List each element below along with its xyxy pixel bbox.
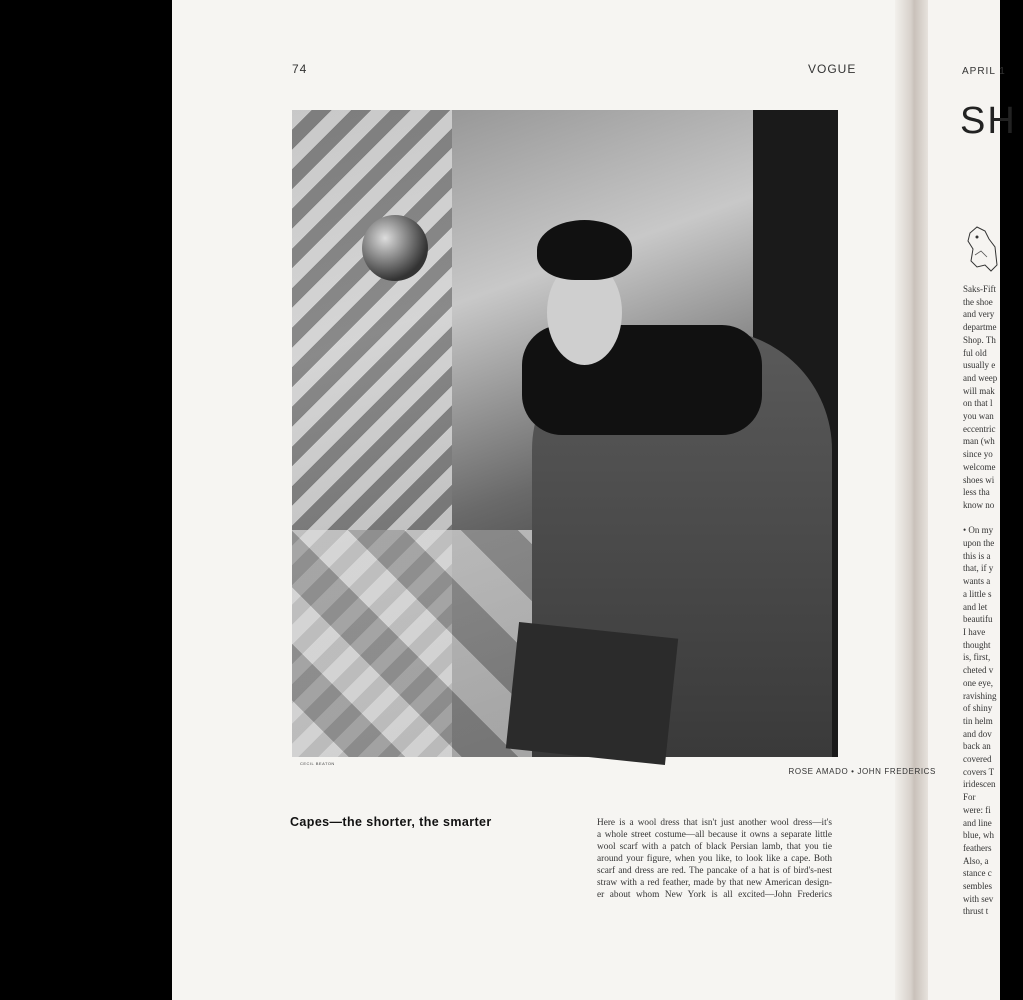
column-line: covered [963,754,992,765]
column-line: Saks-Fift [963,284,997,294]
photo-credit: CECIL BEATON [300,761,335,766]
column-line: For [963,792,976,803]
column-line: usually e [963,360,996,371]
column-line: less tha [963,487,990,498]
column-line: I have [963,626,986,637]
column-line: upon the [963,538,995,549]
column-line: Shop. Th [963,334,996,345]
column-line: is, first, [963,652,991,663]
column-line: thought [963,639,991,650]
body-line: straw with a red feather, made by that new American design- [597,878,832,888]
column-line: since yo [963,449,993,460]
column-line: and very [963,309,995,320]
column-line: beautifu [963,614,993,625]
column-line: stance c [963,868,992,879]
article-body [597,817,832,901]
column-line: covers T [963,766,995,777]
column-line: know no [963,499,995,510]
column-line: and weep [963,372,998,383]
column-line: of shiny [963,703,993,714]
column-line: this is a [963,550,991,561]
column-line: and line [963,817,992,828]
column-line: wants a [963,576,991,587]
column-line: blue, wh [963,830,994,841]
column-line: eccentric [963,423,996,434]
column-line: thrust t [963,906,989,917]
column-line: iridescen [963,779,996,790]
column-line: Also, a [963,855,989,866]
column-line: on that l [963,398,993,409]
column-line: • On my [963,525,994,536]
column-line: welcome [963,461,996,472]
right-page-column [963,283,1023,918]
photo-handbag [506,622,678,765]
column-line: man (wh [963,436,995,447]
column-line: the shoe [963,296,993,307]
column-line: and dov [963,728,992,739]
body-line: er about whom New York is all excited—John Frederics [597,890,832,900]
magazine-name: VOGUE [808,62,857,76]
right-page-folio: APRIL 1 [962,66,1006,77]
column-line: departme [963,322,997,333]
column-line: were: fi [963,804,991,815]
fashion-photograph [292,110,838,757]
body-line: scarf and dress are red. The pancake of a hat is of bird's-nest [597,866,832,876]
right-page-title: SH [960,100,1017,142]
body-line: Here is a wool dress that isn't just another wool dress—it's [597,818,832,828]
column-line: feathers [963,842,992,853]
photo-hat [537,220,632,280]
column-line: you wan [963,411,994,422]
column-line: that, if y [963,563,994,574]
column-line: cheted v [963,665,994,676]
column-line: will mak [963,385,995,396]
column-line: and let [963,601,988,612]
column-line: ful old [963,347,987,358]
dog-illustration-icon [965,225,1000,273]
page-gutter [895,0,930,1000]
body-line: a whole street costume—all because it owns a separate little [597,830,832,840]
column-line [963,512,1023,525]
column-line: one eye, [963,677,993,688]
column-line: with sev [963,893,994,904]
designer-credit: ROSE AMADO • JOHN FREDERICS [788,767,936,776]
column-line: back an [963,741,991,752]
column-line: shoes wi [963,474,995,485]
column-line: sembles [963,881,992,892]
body-line: wool scarf with a patch of black Persian lamb, that you tie [597,842,832,852]
photo-sphere [362,215,428,281]
page-number: 74 [292,62,308,76]
column-line: tin helm [963,715,993,726]
column-line: ravishing [963,690,997,701]
body-line: around your figure, when you like, to look like a cape. Both [597,854,832,864]
column-line: a little s [963,588,992,599]
article-headline: Capes—the shorter, the smarter [290,815,492,829]
